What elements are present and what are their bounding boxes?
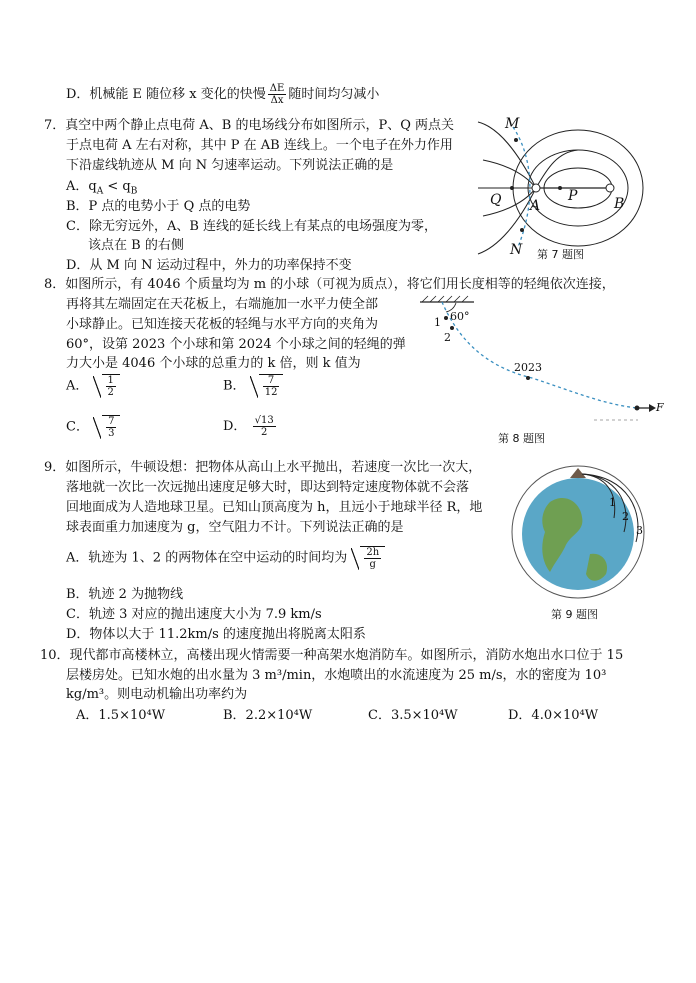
q7-label-m: M <box>505 116 520 132</box>
q9-option-a-text: A．轨迹为 1、2 的两物体在空中运动的时间均为 <box>66 550 348 566</box>
q6-frac-den: Δx <box>270 95 284 106</box>
q7-label-q: Q <box>490 192 502 208</box>
q8-ball-2023 <box>526 376 530 380</box>
q7-point-q <box>510 186 514 190</box>
q8-ceiling-hatch <box>422 296 468 302</box>
q9-option-a-num: 2h <box>366 547 380 558</box>
q8-rope <box>442 302 637 408</box>
q8-option-d[interactable] <box>223 415 278 438</box>
q7-charge-a <box>532 184 540 192</box>
q9-label-1: 1 <box>609 496 616 509</box>
q8-option-c-num: 7 <box>108 416 115 427</box>
q8-option-c[interactable] <box>66 415 120 439</box>
q8-option-c-den: 3 <box>108 428 115 439</box>
q9-option-a[interactable] <box>66 546 385 570</box>
q7-label-n: N <box>510 242 523 258</box>
q8-option-c-label: C． <box>66 419 89 435</box>
q8-option-d-label: D． <box>223 419 247 434</box>
q7-option-c-cont: 该点在 B 的右侧 <box>88 238 184 253</box>
q6-option-d <box>66 83 379 106</box>
q8-label-angle: 60° <box>450 310 470 323</box>
q9-label-2: 2 <box>622 510 629 523</box>
q9-figure-caption: 第 9 题图 <box>551 608 598 621</box>
q9-earth-figure <box>510 462 680 602</box>
q7-field-figure <box>478 112 678 260</box>
q7-option-a-label: A．q <box>66 179 97 194</box>
q9-option-a-den: g <box>369 559 376 570</box>
q10-option-d[interactable]: D．4.0×10⁴W <box>508 708 599 723</box>
q9-stem-line-2: 落地就一次比一次远抛出速度足够大时，即达到特定速度物体就不会落 <box>66 480 470 495</box>
q7-option-c[interactable]: C．除无穷远外，A、B 连线的延长线上有某点的电场强度为零， <box>66 219 438 234</box>
q9-option-d[interactable]: D．物体以大于 11.2km/s 的速度抛出将脱离太阳系 <box>66 627 366 642</box>
q9-option-b[interactable]: B．轨迹 2 为抛物线 <box>66 587 184 602</box>
q8-label-1: 1 <box>434 316 441 329</box>
q9-stem-line-3: 回地面成为人造地球卫星。已知山顶高度为 h，且远小于地球半径 R，地 <box>66 500 483 515</box>
q8-stem-line-3: 小球静止。已知连接天花板的轻绳与水平方向的夹角为 <box>66 317 379 332</box>
q8-stem-line-5: 力大小是 4046 个小球的总重力的 k 倍，则 k 值为 <box>66 356 361 371</box>
q9-option-c[interactable]: C．轨迹 3 对应的抛出速度大小为 7.9 km/s <box>66 607 322 622</box>
q7-label-a: A <box>530 198 541 214</box>
q6-option-d-tail: 随时间均匀减小 <box>288 87 380 102</box>
q10-option-b[interactable]: B．2.2×10⁴W <box>223 708 313 723</box>
q9-stem-line-1: 9．如图所示，牛顿设想：把物体从高山上水平抛出，若速度一次比一次大， <box>44 460 482 475</box>
q7-option-a-sub2: B <box>130 186 138 197</box>
q8-option-d-frac <box>253 415 276 438</box>
q10-stem-line-1: 10．现代都市高楼林立，高楼出现火情需要一种高架水炮消防车。如图所示，消防水炮出水口位于 15 <box>40 648 624 663</box>
q7-field-line-5 <box>478 188 536 254</box>
q7-charge-b <box>606 184 614 192</box>
q7-option-a-sub1: A <box>96 186 104 197</box>
q8-stem-line-2: 再将其左端固定在天花板上，右端施加一水平力使全部 <box>66 297 379 312</box>
q8-label-2023: 2023 <box>514 361 542 374</box>
q7-option-b[interactable]: B．P 点的电势小于 Q 点的电势 <box>66 199 251 214</box>
q9-option-a-sqrt <box>351 546 385 570</box>
q8-ball-1 <box>444 316 448 320</box>
q8-option-a-sqrt <box>93 374 120 398</box>
q8-stem-line-1: 8．如图所示，有 4046 个质量均为 m 的小球（可视为质点），将它们用长度相等的轻绳依次连接， <box>44 277 615 292</box>
q8-option-b[interactable] <box>223 374 283 398</box>
q8-option-a-den: 2 <box>107 387 114 398</box>
q6-fraction <box>268 83 287 106</box>
q8-arrow-head <box>649 404 656 412</box>
q10-stem-line-2: 层楼房处。已知水炮的出水量为 3 m³/min，水炮喷出的水流速度为 25 m/s，水的密度为 10³ <box>66 668 607 683</box>
q7-option-a-mid: < q <box>103 179 131 194</box>
q8-figure-caption: 第 8 题图 <box>498 432 545 445</box>
q8-stem-line-4: 60°，设第 2023 个小球和第 2024 个小球之间的轻绳的弹 <box>66 337 406 352</box>
q6-option-d-text: D．机械能 E 随位移 x 变化的快慢 <box>66 87 266 102</box>
q8-option-b-num: 7 <box>263 375 280 387</box>
q8-option-a-label: A． <box>66 378 89 394</box>
q7-label-p: P <box>568 188 578 204</box>
q8-option-d-num: √13 <box>254 415 274 426</box>
q7-point-m <box>514 138 518 142</box>
q9-label-3: 3 <box>636 524 643 537</box>
q10-option-a[interactable]: A．1.5×10⁴W <box>76 708 166 723</box>
q8-option-a-num: 1 <box>107 375 114 386</box>
q8-option-c-sqrt <box>93 415 120 439</box>
q8-ball-2 <box>450 326 454 330</box>
q8-option-b-label: B． <box>223 378 246 394</box>
q7-point-n <box>520 228 524 232</box>
q7-stem-line-1: 7．真空中两个静止点电荷 A、B 的电场线分布如图所示，P、Q 两点关 <box>44 118 455 133</box>
q8-label-2: 2 <box>444 331 451 344</box>
q8-option-a[interactable] <box>66 374 120 398</box>
q7-option-d[interactable]: D．从 M 向 N 运动过程中，外力的功率保持不变 <box>66 258 352 273</box>
q8-option-d-den: 2 <box>260 427 268 438</box>
q8-rope-figure <box>412 296 662 432</box>
q7-field-line-9 <box>536 150 578 188</box>
q7-stem-line-3: 下沿虚线轨迹从 M 向 N 匀速率运动。下列说法正确的是 <box>66 158 394 173</box>
q8-option-b-den: 12 <box>264 387 278 398</box>
q8-option-b-sqrt <box>250 374 284 398</box>
q7-label-b: B <box>614 196 625 212</box>
q7-stem-line-2: 于点电荷 A 左右对称，其中 P 在 AB 连线上。一个电子在外力作用 <box>66 138 453 153</box>
q9-stem-line-4: 球表面重力加速度为 g，空气阻力不计。下列说法正确的是 <box>66 520 404 535</box>
q10-stem-line-3: kg/m³。则电动机输出功率约为 <box>66 687 248 702</box>
q6-frac-num: ΔE <box>269 83 285 94</box>
q7-figure-caption: 第 7 题图 <box>537 248 584 261</box>
q9-earth <box>522 478 634 590</box>
q7-point-p <box>558 186 562 190</box>
q8-label-f: F <box>656 401 664 414</box>
q10-option-c[interactable]: C．3.5×10⁴W <box>368 708 458 723</box>
